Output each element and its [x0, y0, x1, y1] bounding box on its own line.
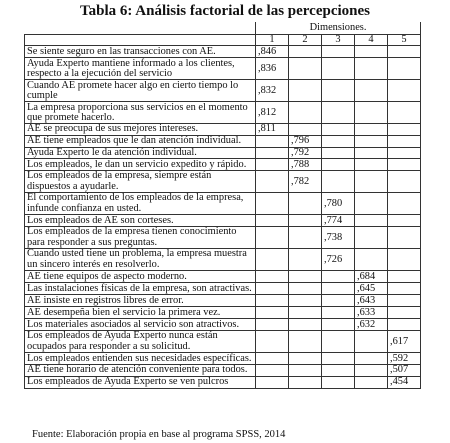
loading-cell: [388, 271, 421, 283]
column-header: 5: [388, 35, 421, 46]
loading-cell: [289, 283, 322, 295]
loading-cell: ,846: [256, 46, 289, 58]
row-label: El comportamiento de los empleados de la empresa, infunde confianza en usted.: [25, 193, 256, 215]
loading-cell: [256, 365, 289, 376]
loading-cell: [388, 159, 421, 171]
loading-cell: ,774: [322, 215, 355, 227]
loading-cell: [322, 159, 355, 171]
loading-cell: [322, 365, 355, 376]
row-label: AE insiste en registros libres de error.: [25, 295, 256, 307]
loading-cell: [355, 135, 388, 147]
loading-cell: [355, 193, 388, 215]
row-label: AE se preocupa de sus mejores intereses.: [25, 124, 256, 135]
loading-cell: [289, 376, 322, 388]
loading-cell: [322, 80, 355, 102]
table-row: [25, 319, 421, 331]
loading-cell: [322, 46, 355, 58]
table-body: [25, 46, 421, 388]
row-label: Los materiales asociados al servicio son atractivos.: [25, 319, 256, 331]
table-row: [25, 80, 421, 102]
row-label: AE tiene empleados que le dan atención individual.: [25, 135, 256, 147]
row-label: La empresa proporciona sus servicios en el momento que promete hacerlo.: [25, 102, 256, 124]
loading-cell: [322, 307, 355, 319]
loading-cell: [289, 58, 322, 80]
loading-cell: [256, 376, 289, 388]
loading-cell: [388, 171, 421, 193]
loading-cell: [355, 365, 388, 376]
loading-cell: [388, 295, 421, 307]
column-header: 2: [289, 35, 322, 46]
loading-cell: ,617: [388, 331, 421, 353]
loading-cell: [256, 171, 289, 193]
table-row: [25, 271, 421, 283]
loading-cell: [388, 46, 421, 58]
loading-cell: [388, 227, 421, 249]
loading-cell: [355, 353, 388, 365]
row-label: Cuando usted tiene un problema, la empresa muestra un sincero interés en resolverlo.: [25, 249, 256, 271]
header-blank-cell: [25, 22, 256, 35]
loading-cell: [322, 319, 355, 331]
factor-analysis-table: [24, 22, 421, 389]
loading-cell: [289, 331, 322, 353]
loading-cell: [256, 295, 289, 307]
loading-cell: [355, 376, 388, 388]
row-label: Los empleados de Ayuda Experto se ven pulcros: [25, 376, 256, 388]
table-row: [25, 135, 421, 147]
row-label: AE tiene horario de atención conveniente para todos.: [25, 365, 256, 376]
table-row: [25, 215, 421, 227]
loading-cell: [256, 319, 289, 331]
loading-cell: ,812: [256, 102, 289, 124]
row-label: Los empleados entienden sus necesidades específicas.: [25, 353, 256, 365]
column-header: 1: [256, 35, 289, 46]
loading-cell: [256, 307, 289, 319]
table-row: [25, 124, 421, 135]
loading-cell: ,738: [322, 227, 355, 249]
loading-cell: [256, 353, 289, 365]
row-label: Las instalaciones físicas de la empresa, son atractivas.: [25, 283, 256, 295]
loading-cell: ,780: [322, 193, 355, 215]
loading-cell: [322, 124, 355, 135]
loading-cell: [322, 147, 355, 158]
source-note: Fuente: Elaboración propia en base al programa SPSS, 2014: [32, 429, 286, 440]
loading-cell: ,454: [388, 376, 421, 388]
loading-cell: ,592: [388, 353, 421, 365]
loading-cell: [256, 331, 289, 353]
loading-cell: ,788: [289, 159, 322, 171]
loading-cell: [322, 135, 355, 147]
loading-cell: [355, 124, 388, 135]
loading-cell: [289, 271, 322, 283]
column-header: 4: [355, 35, 388, 46]
loading-cell: [322, 331, 355, 353]
loading-cell: [322, 376, 355, 388]
loading-cell: [322, 283, 355, 295]
loading-cell: [322, 58, 355, 80]
loading-cell: [355, 58, 388, 80]
loading-cell: [355, 227, 388, 249]
loading-cell: [322, 295, 355, 307]
table-row: [25, 283, 421, 295]
loading-cell: [388, 249, 421, 271]
table-row: [25, 227, 421, 249]
loading-cell: [256, 147, 289, 158]
loading-cell: [388, 58, 421, 80]
table-row: [25, 365, 421, 376]
loading-cell: [256, 283, 289, 295]
row-label: Ayuda Experto le da atención individual.: [25, 147, 256, 158]
table-row: [25, 353, 421, 365]
row-label: Cuando AE promete hacer algo en cierto tiempo lo cumple: [25, 80, 256, 102]
loading-cell: [355, 159, 388, 171]
loading-cell: [289, 365, 322, 376]
loading-cell: ,507: [388, 365, 421, 376]
row-label: Los empleados de Ayuda Experto nunca están ocupados para responder a su solicitud.: [25, 331, 256, 353]
loading-cell: ,643: [355, 295, 388, 307]
loading-cell: [388, 307, 421, 319]
table-row: [25, 147, 421, 158]
table-row: [25, 159, 421, 171]
loading-cell: ,633: [355, 307, 388, 319]
loading-cell: [289, 46, 322, 58]
row-label: Los empleados, le dan un servicio expedito y rápido.: [25, 159, 256, 171]
row-label: Los empleados de AE son corteses.: [25, 215, 256, 227]
loading-cell: [355, 102, 388, 124]
loading-cell: [256, 249, 289, 271]
loading-cell: [289, 307, 322, 319]
table-row: [25, 58, 421, 80]
loading-cell: [355, 331, 388, 353]
loading-cell: [256, 193, 289, 215]
table-title: Tabla 6: Análisis factorial de las percepciones: [79, 3, 370, 19]
table-row: [25, 295, 421, 307]
table-row: [25, 307, 421, 319]
loading-cell: [289, 80, 322, 102]
loading-cell: ,836: [256, 58, 289, 80]
loading-cell: [388, 193, 421, 215]
loading-cell: [289, 193, 322, 215]
column-header: 3: [322, 35, 355, 46]
loading-cell: ,796: [289, 135, 322, 147]
loading-cell: ,832: [256, 80, 289, 102]
row-label: Ayuda Experto mantiene informado a los clientes, respecto a la ejecución del servicio: [25, 58, 256, 80]
loading-cell: [289, 124, 322, 135]
row-label: Los empleados de la empresa tienen conocimiento para responder a sus preguntas.: [25, 227, 256, 249]
row-label: Se siente seguro en las transacciones con AE.: [25, 46, 256, 58]
loading-cell: [355, 46, 388, 58]
table-row: [25, 46, 421, 58]
loading-cell: [355, 171, 388, 193]
loading-cell: [388, 147, 421, 158]
table-row: [25, 102, 421, 124]
table-row: [25, 193, 421, 215]
header-label-cell: [25, 35, 256, 46]
loading-cell: ,645: [355, 283, 388, 295]
loading-cell: [289, 353, 322, 365]
loading-cell: ,632: [355, 319, 388, 331]
loading-cell: [256, 227, 289, 249]
table-row: [25, 331, 421, 353]
loading-cell: [388, 215, 421, 227]
loading-cell: [289, 295, 322, 307]
loading-cell: [289, 227, 322, 249]
loading-cell: [388, 102, 421, 124]
loading-cell: ,684: [355, 271, 388, 283]
loading-cell: [388, 124, 421, 135]
loading-cell: [388, 319, 421, 331]
row-label: Los empleados de la empresa, siempre están dispuestos a ayudarle.: [25, 171, 256, 193]
loading-cell: ,782: [289, 171, 322, 193]
loading-cell: [322, 353, 355, 365]
loading-cell: [256, 135, 289, 147]
loading-cell: ,811: [256, 124, 289, 135]
loading-cell: [256, 215, 289, 227]
loading-cell: [355, 249, 388, 271]
loading-cell: [289, 249, 322, 271]
table-row: [25, 171, 421, 193]
loading-cell: [388, 135, 421, 147]
table-row: [25, 376, 421, 388]
loading-cell: [256, 271, 289, 283]
loading-cell: [322, 171, 355, 193]
row-label: AE desempeña bien el servicio la primera vez.: [25, 307, 256, 319]
dimensions-header: Dimensiones.: [256, 22, 421, 35]
loading-cell: [355, 215, 388, 227]
loading-cell: [388, 283, 421, 295]
loading-cell: ,792: [289, 147, 322, 158]
table-row: [25, 249, 421, 271]
loading-cell: [355, 80, 388, 102]
row-label: AE tiene equipos de aspecto moderno.: [25, 271, 256, 283]
loading-cell: [322, 102, 355, 124]
loading-cell: [289, 215, 322, 227]
loading-cell: [388, 80, 421, 102]
loading-cell: [289, 102, 322, 124]
loading-cell: [355, 147, 388, 158]
loading-cell: ,726: [322, 249, 355, 271]
loading-cell: [289, 319, 322, 331]
loading-cell: [322, 271, 355, 283]
loading-cell: [256, 159, 289, 171]
